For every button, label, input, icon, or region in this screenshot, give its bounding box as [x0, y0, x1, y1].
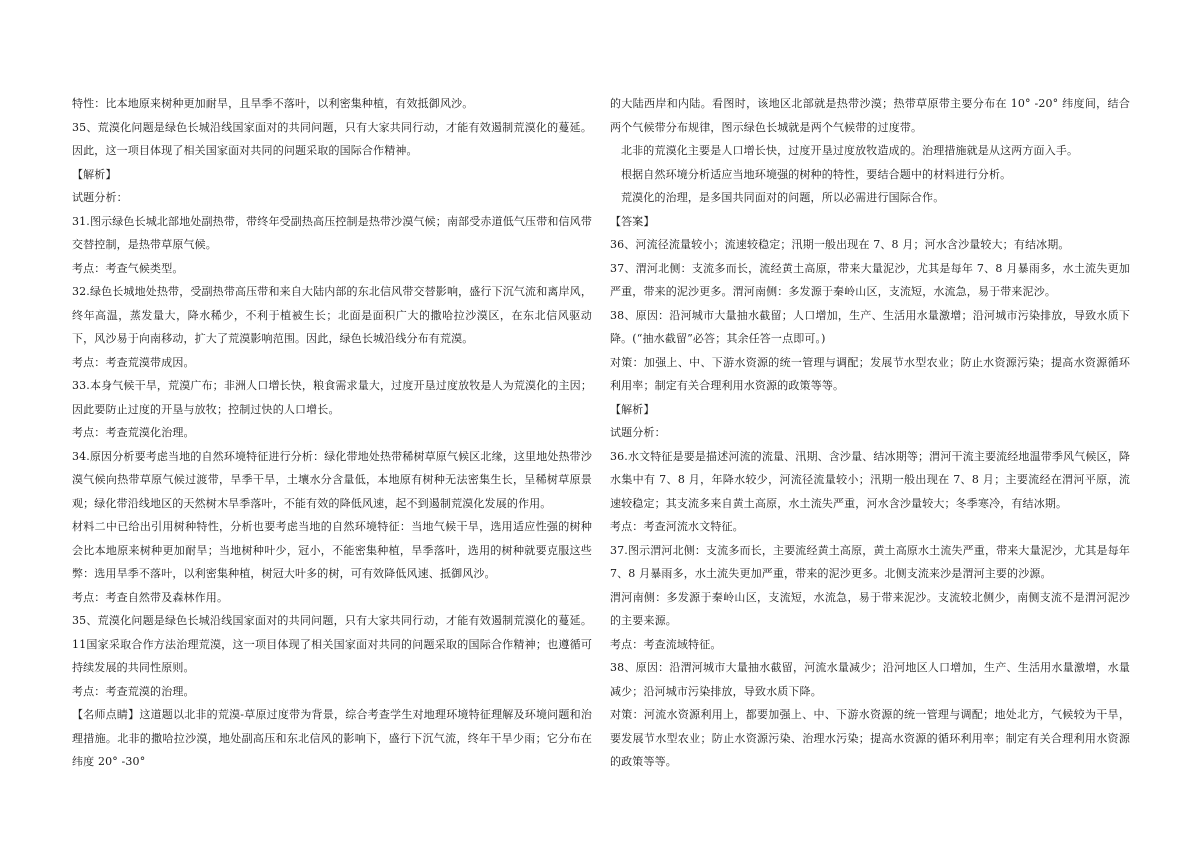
paragraph: 根据自然环境分析适应当地环境强的树种的特性，要结合题中的材料进行分析。 [621, 167, 1012, 181]
paragraph: 36.水文特征是要是描述河流的流量、汛期、含沙量、结冰期等；渭河干流主要流经地温带季风气候区，降水集中有 7、8 月，年降水较少，河流径流量较小；汛期一般出现在 7、8 月；主要流经在渭河平原，流速较稳定；其支流多来自黄土高原，水土流失严重，河水含沙量较大；冬季寒冷，有结冰期。 [610, 449, 1130, 510]
paragraph: 考点：考查自然带及森林作用。 [72, 590, 229, 604]
paragraph: 荒漠化的治理，是多国共同面对的问题，所以必需进行国际合作。 [621, 191, 945, 204]
left-column [72, 92, 592, 774]
paragraph: 考点：考查河流水文特征。 [610, 520, 744, 533]
paragraph: 考点：考查荒漠带成因。 [72, 355, 195, 369]
paragraph: 35、荒漠化问题是绿色长城沿线国家面对的共同问题，只有大家共同行动，才能有效遏制荒漠化的蔓延。因此，这一项目体现了相关国家面对共同的问题采取的国际合作精神。 [72, 120, 592, 157]
paragraph: 试题分析： [72, 191, 128, 204]
paragraph: 考点：考查荒漠的治理。 [72, 684, 195, 698]
paragraph: 36、河流径流量较小；流速较稳定；汛期一般出现在 7、8 月；河水含沙量较大；有结冰期。 [610, 238, 1070, 251]
paragraph: 37.图示渭河北侧：支流多而长，主要流经黄土高原，黄土高原水土流失严重，带来大量泥沙，尤其是每年 7、8 月暴雨多，水土流失更加严重，带来的泥沙更多。北侧支流来沙是渭河主要的沙源。 [610, 543, 1130, 580]
paragraph: 的大陆西岸和内陆。看图时，该地区北部就是热带沙漠；热带草原带主要分布在 10° -20° 纬度间，结合两个气候带分布规律，图示绿色长城就是两个气候带的过度带。 [610, 97, 1130, 134]
paragraph: 38、原因：沿渭河城市大量抽水截留，河流水量减少；沿河地区人口增加，生产、生活用水量激增，水量减少；沿河城市污染排放，导致水质下降。 [610, 661, 1130, 698]
paragraph: 32.绿色长城地处热带，受副热带高压带和来自大陆内部的东北信风带交替影响，盛行下沉气流和离岸风，终年高温，蒸发量大，降水稀少，不利于植被生长；北面是面积广大的撒哈拉沙漠区，在东北信风驱动下，风沙易于向南移动，扩大了荒漠影响范围。因此，绿色长城沿线分布有荒漠。 [72, 285, 592, 345]
paragraph: 特性：比本地原来树种更加耐旱，且旱季不落叶，以利密集种植，有效抵御风沙。 [72, 97, 474, 110]
paragraph: 试题分析： [610, 426, 666, 439]
section-heading: 【答案】 [610, 214, 655, 228]
paragraph: 对策：河流水资源利用上，都要加强上、中、下游水资源的统一管理与调配；地处北方，气候较为干旱，要发展节水型农业；防止水资源污染、治理水污染；提高水资源的循环利用率；制定有关合理利用水资源的政策等等。 [610, 708, 1130, 768]
section-heading: 【解析】 [72, 167, 117, 181]
paragraph: 材料二中已给出引用树种特性，分析也要考虑当地的自然环境特征：当地气候干旱，选用适应性强的树种会比本地原来树种更加耐旱；当地树种叶少，冠小，不能密集种植，旱季落叶，选用的树种就要克服这些弊：选用旱季不落叶，以利密集种植，树冠大叶多的树，可有效降低风速、抵御风沙。 [72, 520, 592, 580]
paragraph: 考点：考查气候类型。 [72, 261, 184, 275]
paragraph: 对策：加强上、中、下游水资源的统一管理与调配；发展节水型农业；防止水资源污染；提高水资源循环利用率；制定有关合理利用水资源的政策等等。 [610, 355, 1130, 392]
paragraph: 38、原因：沿河城市大量抽水截留；人口增加，生产、生活用水量激增；沿河城市污染排放，导致水质下降。(“抽水截留”必答；其余任答一点即可。) [610, 308, 1130, 345]
paragraph: 33.本身气候干旱，荒漠广布；非洲人口增长快，粮食需求量大，过度开垦过度放牧是人为荒漠化的主因；因此要防止过度的开垦与放牧；控制过快的人口增长。 [72, 379, 592, 416]
paragraph: 北非的荒漠化主要是人口增长快，过度开垦过度放牧造成的。治理措施就是从这两方面入手。 [621, 144, 1079, 157]
paragraph: 37、渭河北侧：支流多而长，流经黄土高原，带来大量泥沙，尤其是每年 7、8 月暴雨多，水土流失更加严重，带来的泥沙更多。渭河南侧：多发源于秦岭山区，支流短，水流急，易于带来泥沙。 [610, 261, 1130, 298]
paragraph: 渭河南侧：多发源于秦岭山区，支流短，水流急，易于带来泥沙。支流较北侧少，南侧支流不是渭河泥沙的主要来源。 [610, 590, 1130, 627]
paragraph: 35、荒漠化问题是绿色长城沿线国家面对的共同问题，只有大家共同行动，才能有效遏制荒漠化的蔓延。11国家采取合作方法治理荒漠，这一项目体现了相关国家面对共同的问题采取的国际合作精神；也遵循可持续发展的共同性原则。 [72, 614, 592, 674]
paragraph: 考点：考查流域特征。 [610, 637, 722, 651]
paragraph: 34.原因分析要考虑当地的自然环境特征进行分析：绿化带地处热带稀树草原气候区北缘，这里地处热带沙漠气候向热带草原气候过渡带，旱季干旱，土壤水分含量低，本地原有树种无法密集生长，呈稀树草原景观；绿化带沿线地区的天然树木旱季落叶，不能有效的降低风速，起不到遏制荒漠化发展的作用。 [72, 449, 592, 510]
right-column [610, 92, 1130, 774]
paragraph: 考点：考查荒漠化治理。 [72, 426, 195, 439]
section-heading: 【解析】 [610, 402, 655, 416]
paragraph: 31.图示绿色长城北部地处副热带，带终年受副热高压控制是热带沙漠气候；南部受赤道低气压带和信风带交替控制，是热带草原气候。 [72, 214, 592, 251]
paragraph: 【名师点睛】这道题以北非的荒漠-草原过度带为背景，综合考查学生对地理环境特征理解及环境问题和治理措施。北非的撒哈拉沙漠，地处副高压和东北信风的影响下，盛行下沉气流，终年干旱少雨；它分布在纬度 20° -30° [72, 708, 592, 768]
